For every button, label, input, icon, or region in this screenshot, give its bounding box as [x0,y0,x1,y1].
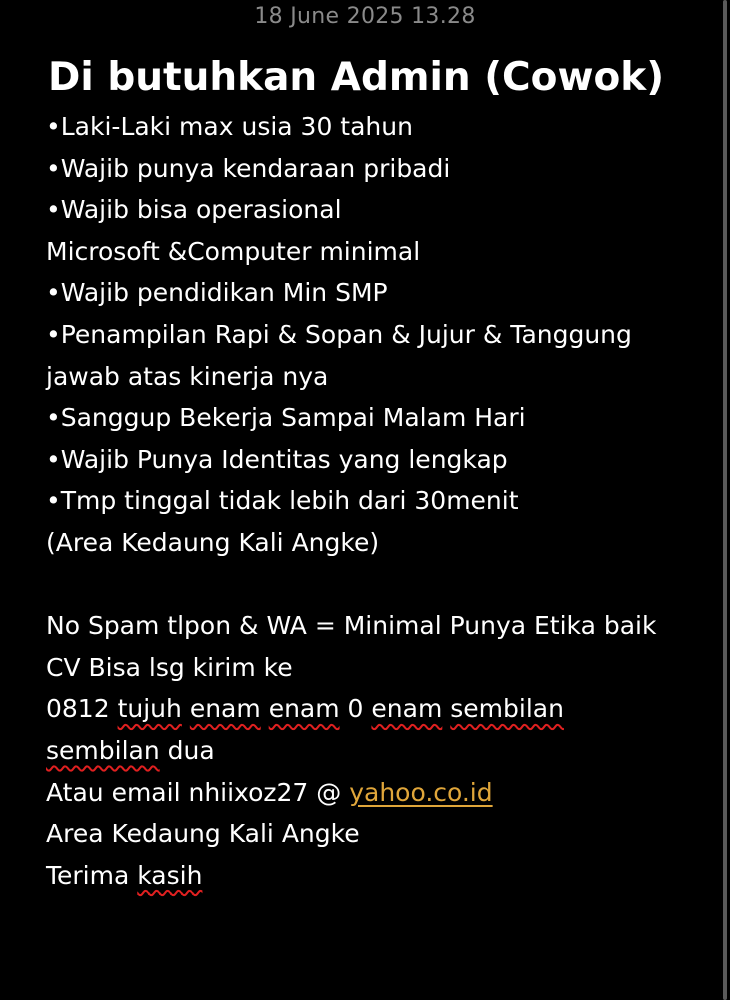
phone-prefix: 0812 [46,694,118,724]
note-line: •Wajib pendidikan Min SMP [46,278,388,308]
note-line: •Wajib bisa operasional [46,195,342,225]
closing-word: Terima [46,860,138,890]
note-body[interactable] [48,50,708,896]
blank-line [48,564,708,606]
note-line: •Wajib Punya Identitas yang lengkap [46,444,508,474]
note-timestamp: 18 June 2025 13.28 [254,4,476,29]
closing-line [46,855,708,897]
note-line: Microsoft &Computer minimal [46,236,421,266]
note-line: •Wajib punya kendaraan pribadi [46,153,451,183]
note-line: •Tmp tinggal tidak lebih dari 30menit [46,486,519,516]
misspelled-word[interactable]: sembilan [450,694,564,724]
note-title: Di butuhkan Admin (Cowok) [48,55,665,100]
misspelled-word[interactable]: kasih [137,860,203,890]
phone-digit: 0 [347,694,372,724]
misspelled-word[interactable]: enam [268,694,340,724]
phone-suffix: dua [159,735,215,765]
misspelled-word[interactable]: tujuh [117,694,182,724]
note-line: jawab atas kinerja nya [46,361,329,391]
email-domain-link[interactable]: yahoo.co.id [349,777,493,807]
note-line: •Laki-Laki max usia 30 tahun [46,112,413,141]
note-line: (Area Kedaung Kali Angke) [46,527,380,557]
scrollbar[interactable] [723,0,727,1000]
phone-line-2 [46,730,708,772]
misspelled-word[interactable]: enam [189,694,261,724]
email-line [46,772,708,814]
note-line: •Sanggup Bekerja Sampai Malam Hari [46,403,526,433]
note-line: No Spam tlpon & WA = Minimal Punya Etika baik [46,611,657,641]
misspelled-word[interactable]: sembilan [46,735,160,765]
area-line: Area Kedaung Kali Angke [46,819,360,849]
email-prefix: Atau email nhiixoz27 @ [46,777,350,807]
misspelled-word[interactable]: enam [371,694,443,724]
note-line: CV Bisa lsg kirim ke [46,652,293,682]
note-line: •Penampilan Rapi & Sopan & Jujur & Tanggung [46,319,632,349]
phone-line-1 [46,688,708,730]
